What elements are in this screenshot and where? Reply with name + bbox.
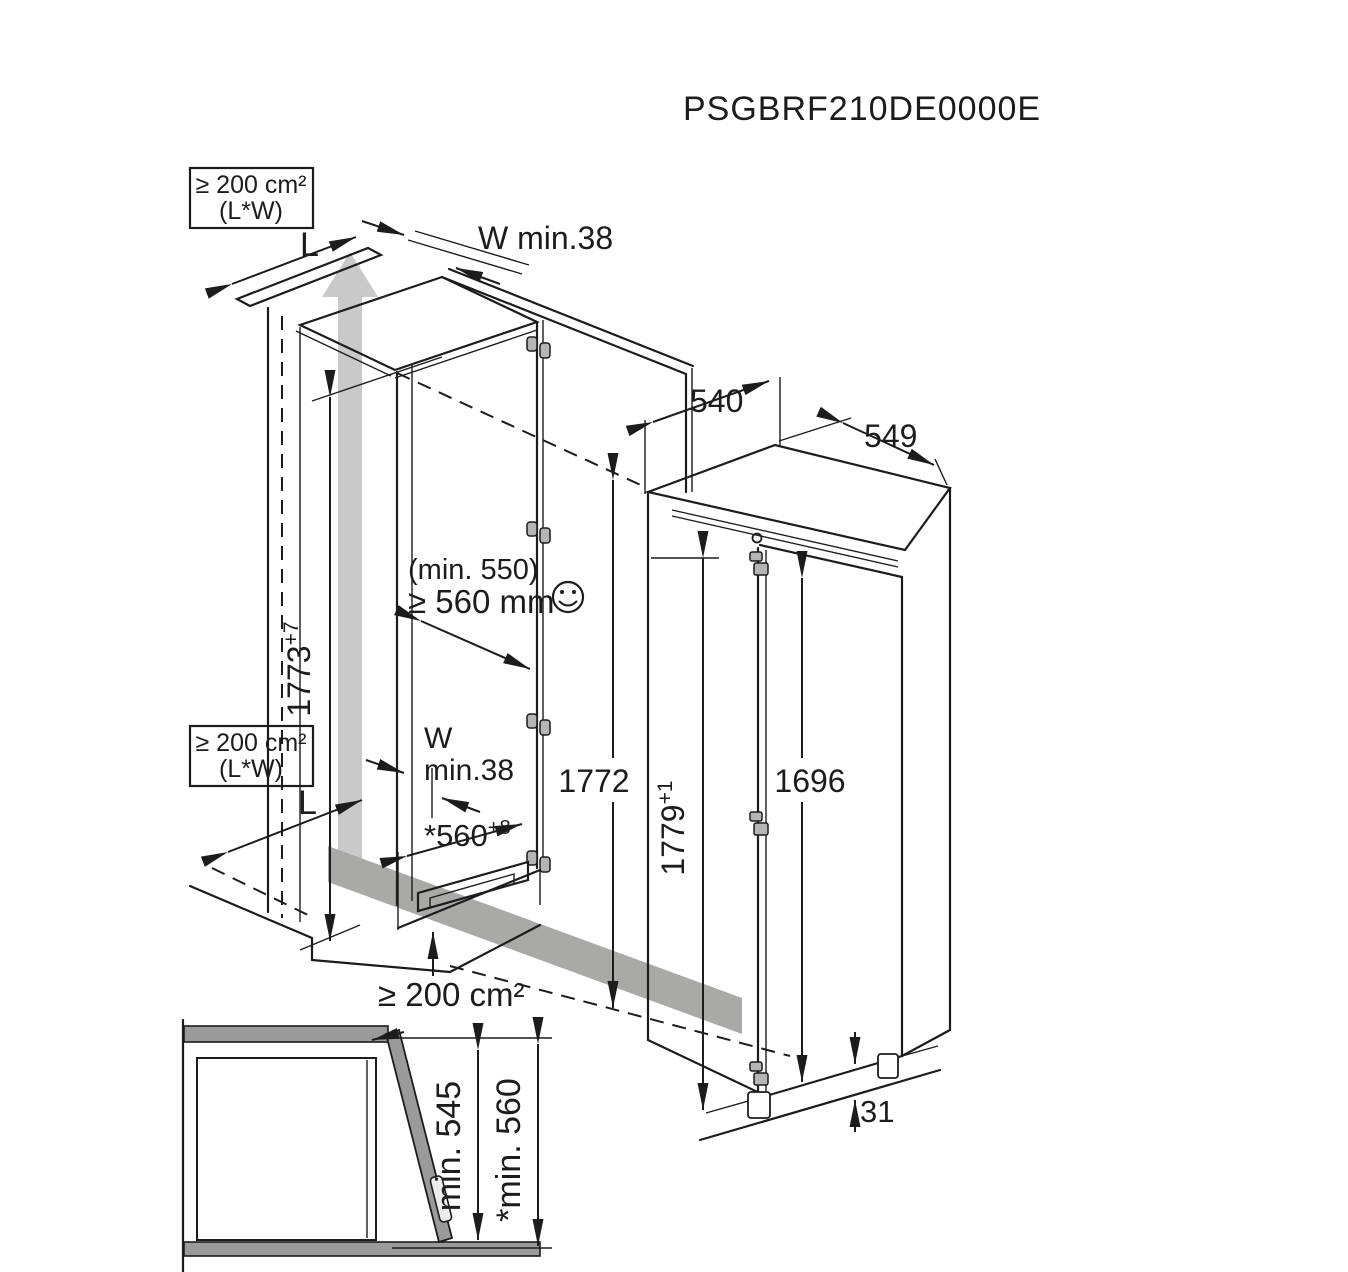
- hinge-icon: [527, 851, 550, 872]
- top-depth-outer-label: 549: [864, 418, 918, 454]
- side-clearance-top-label: W min.38: [478, 220, 614, 256]
- smiley-icon: [553, 582, 583, 612]
- door-swing-detail: [183, 1020, 552, 1272]
- vent-area-box-bottom-line1: ≥ 200 cm²: [195, 729, 307, 757]
- niche-width-label: $*560^{+8}$: [424, 817, 511, 853]
- top-depth-label: 540: [690, 383, 744, 419]
- appliance-drawing: [645, 377, 950, 1140]
- plinth-vent-area-label: ≥ 200 cm²: [378, 976, 525, 1013]
- length-label-top: L: [300, 226, 319, 264]
- door-height-label: 1696: [774, 763, 846, 799]
- niche-height-label: $1773^{+7}$: [280, 621, 317, 717]
- model-number: PSGBRF210DE0000E: [683, 90, 1042, 128]
- vent-area-box-top-line2: (L*W): [219, 197, 283, 225]
- depth-recommended: ≥ 560 mm: [408, 583, 555, 620]
- hinge-icon: [527, 714, 550, 735]
- length-label-bottom: L: [298, 784, 317, 822]
- depth-min-note: (min. 550): [408, 554, 539, 586]
- vent-area-box-top-line1: ≥ 200 cm²: [195, 171, 307, 199]
- depth-dim-arrow: [421, 621, 530, 669]
- side-clearance-bottom-min: min.38: [424, 754, 515, 787]
- floor-gap-label: 31: [860, 1094, 895, 1129]
- hinge-icon: [527, 522, 550, 543]
- appliance-height-label: $1779^{+1}$: [654, 780, 691, 876]
- outer-depth-label: *min. 560: [490, 1078, 528, 1222]
- hinge-icon: [527, 337, 550, 358]
- front-height-label: 1772: [558, 763, 630, 799]
- inner-depth-label: min. 545: [430, 1080, 468, 1212]
- vent-area-box-bottom-line2: (L*W): [219, 755, 283, 783]
- side-clearance-bottom-w: W: [424, 722, 453, 755]
